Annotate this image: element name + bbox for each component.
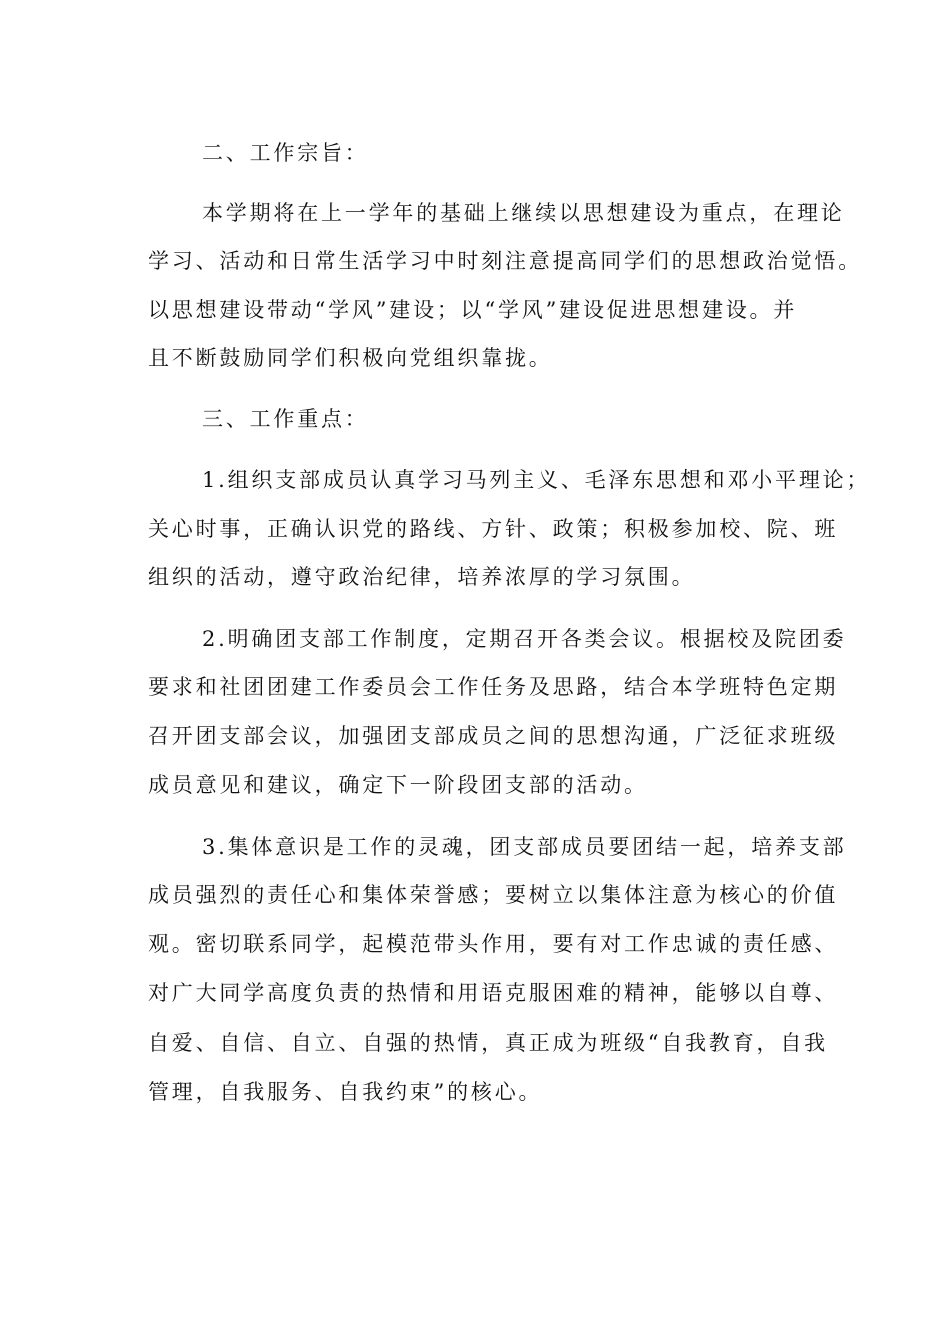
section-heading-focus: 三、工作重点： <box>202 407 369 431</box>
list-item-line: 组织的活动，遵守政治纪律，培养浓厚的学习氛围。 <box>148 565 696 589</box>
list-item-line: 召开团支部会议，加强团支部成员之间的思想沟通，广泛征求班级 <box>148 724 839 748</box>
list-item-line: 要求和社团团建工作委员会工作任务及思路，结合本学班特色定期 <box>148 675 839 699</box>
paragraph-line: 本学期将在上一学年的基础上继续以思想建设为重点，在理论 <box>202 201 845 225</box>
list-item-line: 关心时事，正确认识党的路线、方针、政策；积极参加校、院、班 <box>148 517 839 541</box>
section-heading-purpose: 二、工作宗旨： <box>202 141 369 165</box>
list-item-line: 成员强烈的责任心和集体荣誉感；要树立以集体注意为核心的价值 <box>148 883 839 907</box>
list-item-line: 成员意见和建议，确定下一阶段团支部的活动。 <box>148 773 648 797</box>
list-item-line: 3.集体意识是工作的灵魂，团支部成员要团结一起，培养支部 <box>202 835 847 859</box>
list-item-line: 2.明确团支部工作制度，定期召开各类会议。根据校及院团委 <box>202 627 847 651</box>
list-item-line: 对广大同学高度负责的热情和用语克服困难的精神，能够以自尊、 <box>148 981 839 1005</box>
list-item-line: 自爱、自信、自立、自强的热情，真正成为班级“自我教育，自我 <box>148 1031 828 1055</box>
list-item-line: 管理，自我服务、自我约束”的核心。 <box>148 1080 543 1104</box>
list-item-line: 1.组织支部成员认真学习马列主义、毛泽东思想和邓小平理论； <box>202 468 871 492</box>
paragraph-line: 学习、活动和日常生活学习中时刻注意提高同学们的思想政治觉悟。 <box>148 249 862 273</box>
list-item-line: 观。密切联系同学，起模范带头作用，要有对工作忠诚的责任感、 <box>148 932 839 956</box>
paragraph-line: 且不断鼓励同学们积极向党组织靠拢。 <box>148 346 553 370</box>
paragraph-line: 以思想建设带动“学风”建设；以“学风”建设促进思想建设。并 <box>148 298 798 322</box>
